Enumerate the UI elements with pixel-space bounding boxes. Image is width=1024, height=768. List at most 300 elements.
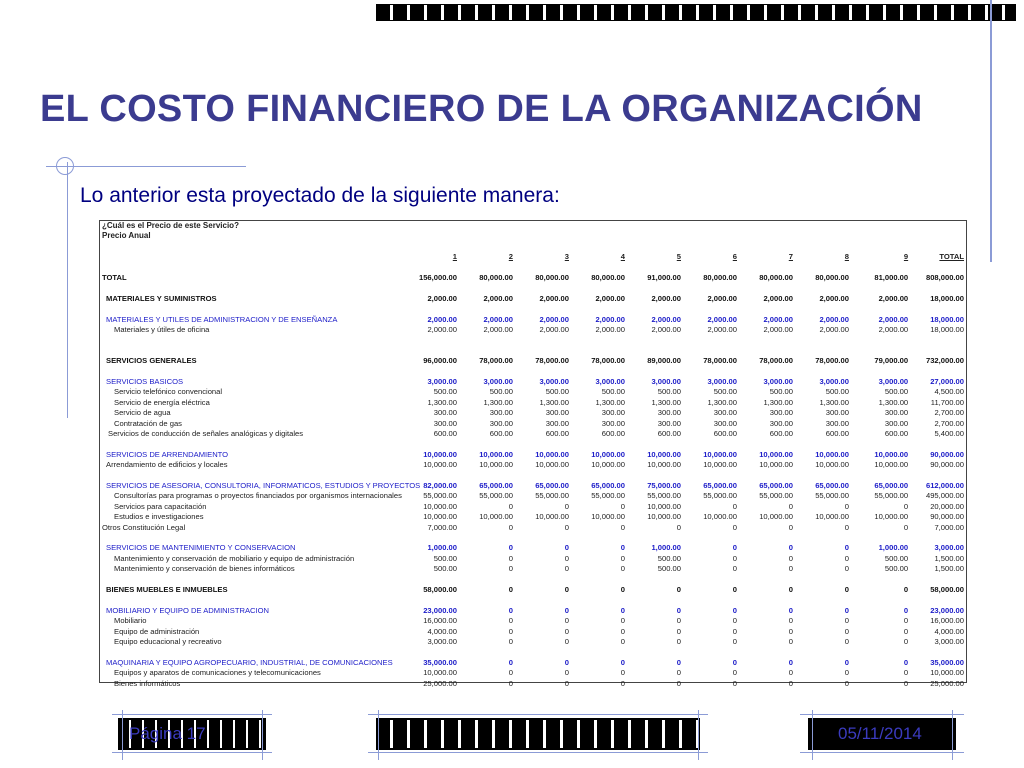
- row-label: Bienes informáticos: [114, 678, 181, 688]
- value-cell: 1,300.00: [595, 397, 625, 407]
- value-cell: 2,000.00: [763, 325, 793, 334]
- row-total-cell: 90,000.00: [930, 449, 964, 459]
- value-cell: 500.00: [657, 553, 681, 563]
- value-cell: 0: [732, 585, 737, 595]
- budget-table: [102, 221, 964, 689]
- value-cell: 2,000.00: [595, 314, 625, 324]
- spacer-row: [102, 439, 964, 449]
- value-cell: 65,000.00: [479, 481, 513, 491]
- value-cell: 80,000.00: [591, 273, 625, 282]
- value-cell: 81,000.00: [874, 273, 909, 282]
- table-row: [102, 668, 964, 678]
- row-total-cell: 27,000.00: [930, 376, 964, 386]
- row-label: SERVICIOS BASICOS: [106, 376, 184, 386]
- value-cell: 0: [903, 585, 909, 595]
- value-cell: 0: [620, 668, 625, 678]
- value-cell: 0: [564, 668, 569, 678]
- value-cell: 300.00: [489, 418, 513, 428]
- row-label: Servicio de energía eléctrica: [114, 397, 210, 407]
- table-row: [102, 543, 964, 553]
- footer-tick: [112, 752, 272, 753]
- row-label: MATERIALES Y SUMINISTROS: [106, 293, 217, 303]
- value-cell: 2,000.00: [595, 293, 625, 303]
- value-cell: 0: [903, 626, 909, 636]
- row-label: Equipo educacional y recreativo: [114, 637, 222, 647]
- value-cell: 500.00: [713, 387, 737, 397]
- value-cell: 2,000.00: [763, 314, 793, 324]
- value-cell: 58,000.00: [423, 585, 457, 595]
- value-cell: 3,000.00: [595, 376, 625, 386]
- value-cell: 500.00: [657, 564, 681, 574]
- value-cell: 0: [903, 616, 909, 626]
- value-cell: 0: [844, 522, 849, 532]
- value-cell: 10,000.00: [647, 512, 681, 522]
- footer-tick: [952, 710, 953, 760]
- value-cell: 500.00: [545, 387, 569, 397]
- value-cell: 0: [564, 553, 569, 563]
- value-cell: 0: [903, 657, 909, 667]
- value-cell: 0: [620, 543, 625, 553]
- value-cell: 23,000.00: [423, 605, 457, 615]
- value-cell: 3,000.00: [819, 376, 849, 386]
- value-cell: 10,000.00: [759, 512, 793, 522]
- value-cell: 0: [676, 637, 681, 647]
- value-cell: 2,000.00: [427, 314, 457, 324]
- table-row: [102, 627, 964, 637]
- row-label: SERVICIOS DE ARRENDAMIENTO: [106, 449, 229, 459]
- row-label: Servicio de agua: [114, 408, 171, 418]
- spacer-row: [102, 367, 964, 377]
- value-cell: 0: [732, 678, 737, 688]
- spacer-row: [102, 304, 964, 314]
- value-cell: 500.00: [433, 387, 457, 397]
- value-cell: 0: [732, 553, 737, 563]
- value-cell: 4,000.00: [427, 626, 457, 636]
- value-cell: 10,000.00: [535, 449, 569, 459]
- value-cell: 600.00: [489, 429, 513, 439]
- value-cell: 300.00: [601, 418, 625, 428]
- value-cell: 0: [620, 657, 625, 667]
- value-cell: 0: [732, 605, 737, 615]
- footer-tick: [698, 710, 699, 760]
- value-cell: 10,000.00: [703, 512, 737, 522]
- value-cell: 0: [620, 626, 625, 636]
- table-row: [102, 419, 964, 429]
- row-total-cell: 90,000.00: [930, 512, 964, 522]
- value-cell: 2,000.00: [483, 314, 513, 324]
- row-label: SERVICIOS GENERALES: [106, 356, 197, 366]
- value-cell: 0: [732, 637, 737, 647]
- value-cell: 10,000.00: [479, 460, 513, 470]
- row-total-cell: 3,000.00: [934, 543, 964, 553]
- value-cell: 10,000.00: [423, 460, 457, 470]
- value-cell: 0: [844, 585, 849, 595]
- spacer-row: [102, 533, 964, 543]
- value-cell: 65,000.00: [535, 481, 569, 491]
- value-cell: 10,000.00: [423, 668, 457, 678]
- value-cell: 0: [508, 657, 513, 667]
- slide-date: 05/11/2014: [838, 724, 922, 743]
- value-cell: 65,000.00: [759, 481, 793, 491]
- value-cell: 89,000.00: [647, 356, 681, 366]
- row-label: Servicios de conducción de señales analógicas y digitales: [108, 429, 304, 439]
- value-cell: 0: [508, 616, 513, 626]
- footer-tick: [112, 714, 272, 715]
- value-cell: 0: [732, 657, 737, 667]
- table-row: [102, 429, 964, 439]
- value-cell: 0: [903, 668, 909, 678]
- value-cell: 600.00: [433, 429, 457, 439]
- value-cell: 500.00: [601, 387, 625, 397]
- table-row: [102, 554, 964, 564]
- value-cell: 300.00: [601, 408, 625, 418]
- decorative-vertical-line-left: [67, 162, 68, 418]
- value-cell: 3,000.00: [763, 376, 793, 386]
- value-cell: 0: [676, 522, 681, 532]
- value-cell: 300.00: [489, 408, 513, 418]
- value-cell: 300.00: [545, 418, 569, 428]
- column-header-8: 8: [844, 252, 849, 262]
- value-cell: 10,000.00: [423, 501, 457, 511]
- value-cell: 78,000.00: [535, 356, 569, 366]
- row-total-cell: 58,000.00: [930, 585, 964, 595]
- value-cell: 55,000.00: [479, 491, 513, 501]
- value-cell: 2,000.00: [878, 325, 909, 334]
- value-cell: 1,300.00: [483, 397, 513, 407]
- value-cell: 300.00: [825, 408, 849, 418]
- budget-spreadsheet: [99, 220, 967, 688]
- column-header-total: TOTAL: [939, 252, 964, 262]
- row-total-cell: 495,000.00: [925, 491, 964, 501]
- table-row: [102, 679, 964, 689]
- row-total-cell: 3,000.00: [934, 637, 964, 647]
- value-cell: 0: [620, 501, 625, 511]
- value-cell: 0: [564, 678, 569, 688]
- row-total-cell: 7,000.00: [934, 522, 964, 532]
- column-header-9: 9: [903, 252, 909, 262]
- spacer-row: [102, 575, 964, 585]
- value-cell: 0: [903, 605, 909, 615]
- row-total-cell: 90,000.00: [930, 460, 964, 470]
- value-cell: 91,000.00: [647, 273, 681, 282]
- value-cell: 500.00: [884, 553, 909, 563]
- value-cell: 80,000.00: [815, 273, 849, 282]
- value-cell: 0: [676, 678, 681, 688]
- table-row: [102, 408, 964, 418]
- value-cell: 500.00: [489, 387, 513, 397]
- row-total-cell: 20,000.00: [930, 501, 964, 511]
- value-cell: 0: [564, 626, 569, 636]
- value-cell: 0: [732, 626, 737, 636]
- value-cell: 0: [844, 616, 849, 626]
- footer-tick: [800, 752, 964, 753]
- row-total-cell: 732,000.00: [925, 356, 964, 366]
- value-cell: 0: [508, 626, 513, 636]
- value-cell: 1,000.00: [651, 543, 681, 553]
- row-total-cell: 808,000.00: [925, 273, 964, 282]
- row-total-cell: 5,400.00: [934, 429, 964, 439]
- value-cell: 2,000.00: [483, 293, 513, 303]
- value-cell: 55,000.00: [759, 491, 793, 501]
- value-cell: 0: [564, 522, 569, 532]
- value-cell: 16,000.00: [423, 616, 457, 626]
- value-cell: 7,000.00: [427, 522, 457, 532]
- column-header-5: 5: [676, 252, 681, 262]
- value-cell: 78,000.00: [703, 356, 737, 366]
- value-cell: 0: [676, 626, 681, 636]
- value-cell: 0: [732, 543, 737, 553]
- value-cell: 10,000.00: [535, 512, 569, 522]
- value-cell: 0: [508, 605, 513, 615]
- table-row: [102, 315, 964, 325]
- value-cell: 10,000.00: [591, 512, 625, 522]
- value-cell: 0: [844, 626, 849, 636]
- value-cell: 2,000.00: [595, 325, 625, 334]
- value-cell: 500.00: [433, 553, 457, 563]
- value-cell: 0: [564, 543, 569, 553]
- value-cell: 500.00: [657, 387, 681, 397]
- row-label: BIENES MUEBLES E INMUEBLES: [106, 585, 228, 595]
- value-cell: 300.00: [433, 418, 457, 428]
- value-cell: 1,300.00: [819, 397, 849, 407]
- value-cell: 0: [844, 564, 849, 574]
- value-cell: 0: [508, 668, 513, 678]
- row-label: Mantenimiento y conservación de bienes informáticos: [114, 564, 295, 574]
- value-cell: 600.00: [545, 429, 569, 439]
- value-cell: 0: [508, 564, 513, 574]
- value-cell: 1,000.00: [878, 543, 909, 553]
- footer-tick: [812, 710, 813, 760]
- value-cell: 0: [844, 678, 849, 688]
- value-cell: 0: [564, 657, 569, 667]
- value-cell: 0: [788, 637, 793, 647]
- sheet-heading-question: ¿Cuál es el Precio de este Servicio?: [102, 221, 239, 230]
- value-cell: 65,000.00: [815, 481, 849, 491]
- value-cell: 82,000.00: [423, 481, 457, 491]
- column-header-1: 1: [452, 252, 457, 262]
- value-cell: 500.00: [884, 387, 909, 397]
- value-cell: 500.00: [769, 387, 793, 397]
- value-cell: 0: [620, 605, 625, 615]
- table-row: [102, 273, 964, 283]
- column-header-3: 3: [564, 252, 569, 262]
- value-cell: 600.00: [713, 429, 737, 439]
- value-cell: 300.00: [433, 408, 457, 418]
- value-cell: 0: [620, 616, 625, 626]
- value-cell: 0: [903, 678, 909, 688]
- row-total-cell: 1,500.00: [934, 553, 964, 563]
- table-row: [102, 616, 964, 626]
- value-cell: 2,000.00: [427, 325, 457, 334]
- value-cell: 55,000.00: [591, 491, 625, 501]
- row-total-cell: 2,700.00: [934, 408, 964, 418]
- value-cell: 1,300.00: [707, 397, 737, 407]
- value-cell: 0: [732, 522, 737, 532]
- table-row: [102, 294, 964, 304]
- value-cell: 78,000.00: [759, 356, 793, 366]
- value-cell: 25,000.00: [423, 678, 457, 688]
- value-cell: 500.00: [825, 387, 849, 397]
- row-total-cell: 2,700.00: [934, 418, 964, 428]
- value-cell: 10,000.00: [647, 501, 681, 511]
- row-total-cell: 612,000.00: [925, 481, 964, 491]
- row-label: Mobiliario: [114, 616, 147, 626]
- value-cell: 0: [732, 668, 737, 678]
- column-header-2: 2: [508, 252, 513, 262]
- value-cell: 300.00: [825, 418, 849, 428]
- value-cell: 2,000.00: [763, 293, 793, 303]
- table-row: [102, 502, 964, 512]
- value-cell: 600.00: [657, 429, 681, 439]
- value-cell: 10,000.00: [874, 449, 909, 459]
- value-cell: 600.00: [769, 429, 793, 439]
- value-cell: 300.00: [884, 418, 909, 428]
- value-cell: 1,300.00: [539, 397, 569, 407]
- value-cell: 0: [508, 543, 513, 553]
- footer-tick: [368, 714, 708, 715]
- value-cell: 3,000.00: [427, 637, 457, 647]
- value-cell: 3,000.00: [539, 376, 569, 386]
- value-cell: 0: [844, 637, 849, 647]
- value-cell: 0: [676, 657, 681, 667]
- table-row: [102, 585, 964, 595]
- spacer-row: [102, 595, 964, 605]
- value-cell: 2,000.00: [707, 325, 737, 334]
- value-cell: 0: [564, 564, 569, 574]
- value-cell: 80,000.00: [703, 273, 737, 282]
- table-row: [102, 523, 964, 533]
- value-cell: 0: [620, 637, 625, 647]
- row-label: MOBILIARIO Y EQUIPO DE ADMINISTRACION: [106, 605, 270, 615]
- value-cell: 0: [844, 501, 849, 511]
- row-label: Arrendamiento de edificios y locales: [106, 460, 228, 470]
- value-cell: 0: [788, 616, 793, 626]
- value-cell: 0: [788, 564, 793, 574]
- value-cell: 10,000.00: [759, 449, 793, 459]
- decorative-circle: [56, 157, 74, 175]
- value-cell: 78,000.00: [591, 356, 625, 366]
- value-cell: 35,000.00: [423, 657, 457, 667]
- table-row: [102, 564, 964, 574]
- table-row: [102, 481, 964, 491]
- value-cell: 10,000.00: [874, 512, 909, 522]
- value-cell: 0: [620, 678, 625, 688]
- table-row: [102, 491, 964, 501]
- value-cell: 500.00: [884, 564, 909, 574]
- footer-tick: [368, 752, 708, 753]
- table-row: [102, 512, 964, 522]
- value-cell: 2,000.00: [819, 314, 849, 324]
- value-cell: 2,000.00: [539, 314, 569, 324]
- value-cell: 0: [620, 564, 625, 574]
- value-cell: 10,000.00: [591, 460, 625, 470]
- value-cell: 10,000.00: [815, 460, 849, 470]
- table-row: [102, 356, 964, 366]
- value-cell: 10,000.00: [591, 449, 625, 459]
- row-label: SERVICIOS DE ASESORIA, CONSULTORIA, INFORMATICOS, ESTUDIOS Y PROYECTOS: [106, 481, 421, 491]
- value-cell: 600.00: [884, 429, 909, 439]
- value-cell: 300.00: [657, 408, 681, 418]
- row-label: Contratación de gas: [114, 418, 182, 428]
- page-number: Página 17: [129, 724, 206, 743]
- value-cell: 10,000.00: [423, 512, 457, 522]
- row-total-cell: 18,000.00: [930, 325, 964, 334]
- value-cell: 0: [564, 616, 569, 626]
- value-cell: 10,000.00: [874, 460, 909, 470]
- value-cell: 80,000.00: [535, 273, 569, 282]
- decorative-horizontal-line: [46, 166, 246, 167]
- footer-tick: [262, 710, 263, 760]
- row-total-cell: 25,000.00: [930, 678, 964, 688]
- spacer-row: [102, 335, 964, 345]
- row-total-cell: 16,000.00: [930, 616, 964, 626]
- value-cell: 2,000.00: [651, 325, 681, 334]
- value-cell: 0: [620, 585, 625, 595]
- value-cell: 3,000.00: [651, 376, 681, 386]
- value-cell: 10,000.00: [535, 460, 569, 470]
- value-cell: 1,300.00: [427, 397, 457, 407]
- value-cell: 10,000.00: [815, 449, 849, 459]
- footer-center-bar: [376, 718, 700, 750]
- value-cell: 55,000.00: [535, 491, 569, 501]
- row-label: Consultorías para programas o proyectos financiados por organismos internacionales: [114, 491, 402, 501]
- value-cell: 0: [564, 637, 569, 647]
- value-cell: 10,000.00: [759, 460, 793, 470]
- value-cell: 156,000.00: [418, 273, 457, 282]
- table-row: [102, 658, 964, 668]
- value-cell: 0: [732, 564, 737, 574]
- value-cell: 0: [508, 501, 513, 511]
- value-cell: 55,000.00: [874, 491, 909, 501]
- value-cell: 96,000.00: [423, 356, 457, 366]
- value-cell: 0: [788, 668, 793, 678]
- column-header-row: [102, 252, 964, 262]
- row-total-cell: 4,000.00: [934, 626, 964, 636]
- value-cell: 1,300.00: [878, 397, 909, 407]
- value-cell: 0: [564, 585, 569, 595]
- column-header-7: 7: [788, 252, 793, 262]
- value-cell: 300.00: [769, 408, 793, 418]
- spacer-row: [102, 346, 964, 356]
- value-cell: 0: [788, 605, 793, 615]
- value-cell: 0: [620, 553, 625, 563]
- value-cell: 0: [788, 543, 793, 553]
- value-cell: 0: [508, 637, 513, 647]
- value-cell: 2,000.00: [483, 325, 513, 334]
- value-cell: 10,000.00: [703, 449, 737, 459]
- value-cell: 1,300.00: [763, 397, 793, 407]
- value-cell: 0: [788, 553, 793, 563]
- value-cell: 3,000.00: [878, 376, 909, 386]
- value-cell: 0: [564, 605, 569, 615]
- value-cell: 600.00: [601, 429, 625, 439]
- value-cell: 0: [903, 637, 909, 647]
- sheet-heading-annual: Precio Anual: [102, 231, 151, 241]
- footer-tick: [122, 710, 123, 760]
- value-cell: 2,000.00: [707, 293, 737, 303]
- value-cell: 0: [508, 678, 513, 688]
- value-cell: 2,000.00: [539, 325, 569, 334]
- value-cell: 0: [676, 585, 681, 595]
- row-total-cell: 23,000.00: [930, 605, 964, 615]
- value-cell: 10,000.00: [423, 449, 457, 459]
- row-total-cell: 10,000.00: [930, 668, 964, 678]
- value-cell: 2,000.00: [427, 293, 457, 303]
- value-cell: 600.00: [825, 429, 849, 439]
- table-row: [102, 460, 964, 470]
- value-cell: 0: [508, 522, 513, 532]
- value-cell: 79,000.00: [874, 356, 909, 366]
